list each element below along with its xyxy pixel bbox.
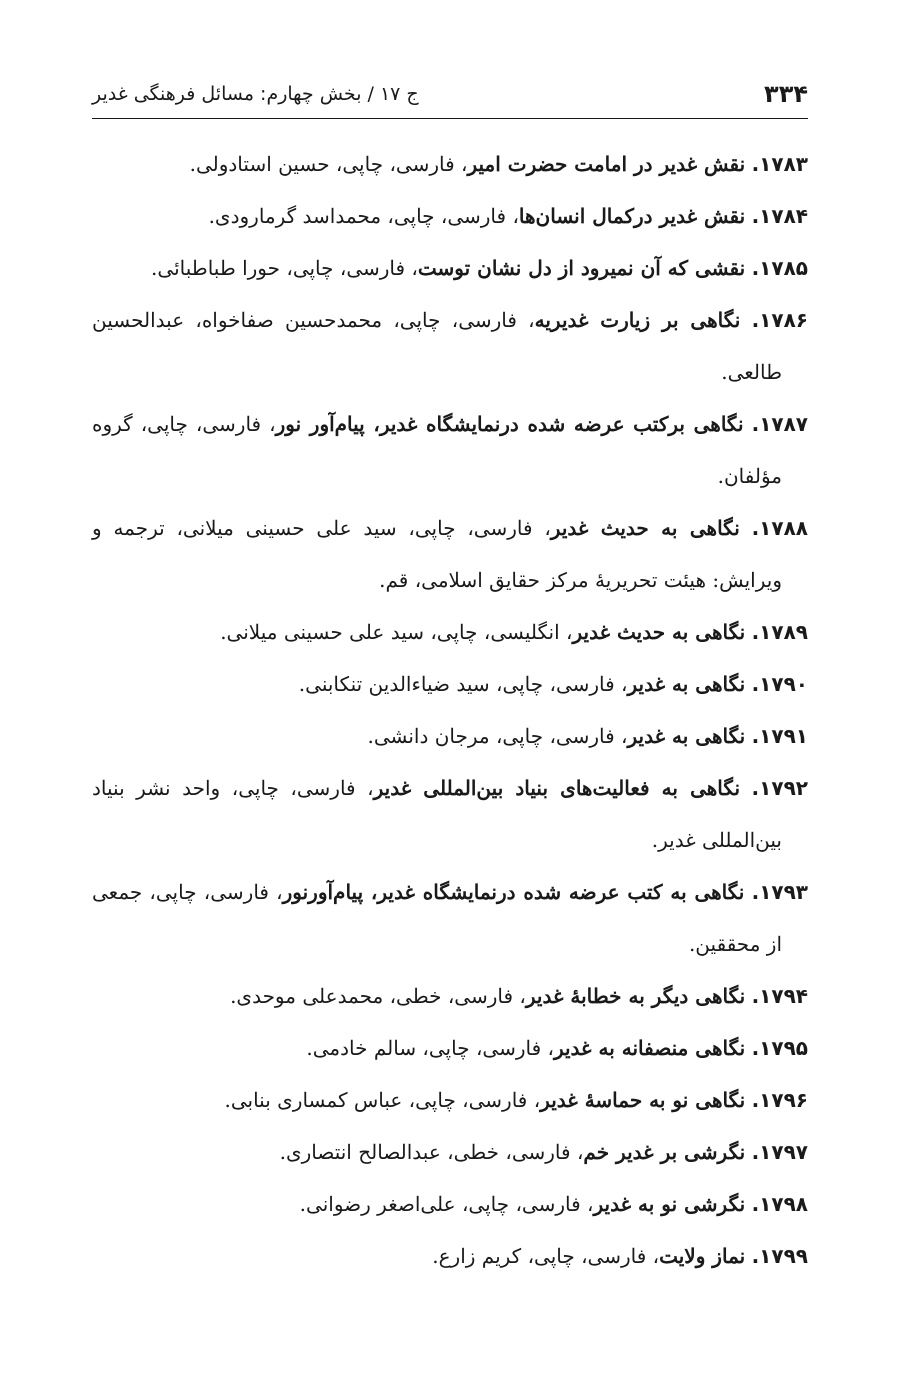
list-item <box>92 1074 808 1126</box>
entry-details: ، فارسی، چاپی، مرجان دانشی. <box>367 724 628 748</box>
entry-title: نقشی که آن نمیرود از دل نشان توست <box>417 256 746 280</box>
entry-details: ، فارسی، چاپی، سید علی حسینی میلانی، ترجمه و ویرایش: هیئت تحریریهٔ مرکز حقایق اسلامی، قم. <box>92 516 782 592</box>
list-item <box>92 1230 808 1282</box>
entry-details: ، فارسی، چاپی، محمدحسین صفاخواه، عبدالحسین طالعی. <box>92 308 782 384</box>
entry-title: نگاهی به حدیث غدیر <box>572 620 746 644</box>
entry-details: ، فارسی، چاپی، عباس کمساری بنابی. <box>224 1088 541 1112</box>
list-item <box>92 138 808 190</box>
entry-number: ۱۷۹۰. <box>751 672 808 696</box>
entry-title: نماز ولایت <box>659 1244 746 1268</box>
entry-details: ، فارسی، چاپی، محمداسد گرمارودی. <box>208 204 519 228</box>
list-item <box>92 762 808 866</box>
list-item <box>92 710 808 762</box>
entry-number: ۱۷۹۷. <box>751 1140 808 1164</box>
entry-details: ، فارسی، چاپی، واحد نشر بنیاد بین‌المللی غدیر. <box>92 776 782 852</box>
entry-details: ، انگلیسی، چاپی، سید علی حسینی میلانی. <box>220 620 573 644</box>
entry-details: ، فارسی، چاپی، سید ضیاءالدین تنکابنی. <box>298 672 628 696</box>
list-item <box>92 190 808 242</box>
entry-title: نگاهی نو به حماسهٔ غدیر <box>540 1088 746 1112</box>
entry-details: ، فارسی، خطی، عبدالصالح انتصاری. <box>279 1140 584 1164</box>
page-header <box>92 70 808 119</box>
running-head: ج ۱۷ / بخش چهارم: مسائل فرهنگی غدیر <box>92 83 419 105</box>
entry-number: ۱۷۸۵. <box>751 256 808 280</box>
entry-title: نگاهی به غدیر <box>627 724 746 748</box>
entry-details: ، فارسی، چاپی، علی‌اصغر رضوانی. <box>299 1192 594 1216</box>
entry-title: نگرشی نو به غدیر <box>593 1192 746 1216</box>
entry-title: نقش غدیر درکمال انسان‌ها <box>518 204 746 228</box>
entry-number: ۱۷۹۶. <box>751 1088 808 1112</box>
entry-number: ۱۷۹۱. <box>751 724 808 748</box>
entry-title: نگاهی به حدیث غدیر <box>550 516 740 540</box>
list-item <box>92 502 808 606</box>
entry-title: نگاهی به غدیر <box>627 672 746 696</box>
entry-title: نگاهی منصفانه به غدیر <box>553 1036 746 1060</box>
entry-number: ۱۷۹۲. <box>751 776 808 800</box>
entry-details: ، فارسی، چاپی، سالم خادمی. <box>306 1036 554 1060</box>
entry-title: نگاهی بر زیارت غدیریه <box>534 308 741 332</box>
entry-details: ، فارسی، چاپی، کریم زارع. <box>432 1244 660 1268</box>
entry-details: ، فارسی، چاپی، حسین استادولی. <box>189 152 468 176</box>
list-item <box>92 1178 808 1230</box>
entry-details: ، فارسی، چاپی، حورا طباطبائی. <box>151 256 418 280</box>
list-item <box>92 970 808 1022</box>
list-item <box>92 866 808 970</box>
entry-number: ۱۷۹۸. <box>751 1192 808 1216</box>
entry-number: ۱۷۸۳. <box>751 152 808 176</box>
entry-number: ۱۷۹۹. <box>751 1244 808 1268</box>
list-item <box>92 294 808 398</box>
list-item <box>92 1126 808 1178</box>
entry-details: ، فارسی، خطی، محمدعلی موحدی. <box>230 984 526 1008</box>
entry-number: ۱۷۸۹. <box>751 620 808 644</box>
list-item <box>92 1022 808 1074</box>
entry-number: ۱۷۹۳. <box>751 880 809 904</box>
entry-title: نگاهی به کتب عرضه شده درنمایشگاه غدیر، پیام‌آورنور <box>282 880 745 904</box>
entry-title: نگاهی برکتب عرضه شده درنمایشگاه غدیر، پیام‌آور نور <box>275 412 744 436</box>
entry-number: ۱۷۸۴. <box>751 204 808 228</box>
entry-number: ۱۷۹۴. <box>751 984 808 1008</box>
entry-title: نقش غدیر در امامت حضرت امیر <box>467 152 746 176</box>
entry-title: نگاهی به فعالیت‌های بنیاد بین‌المللی غدیر <box>373 776 741 800</box>
entry-number: ۱۷۸۸. <box>751 516 808 540</box>
entry-details: ، فارسی، چاپی، جمعی از محققین. <box>92 880 782 956</box>
entry-number: ۱۷۹۵. <box>751 1036 808 1060</box>
bibliography-list <box>92 138 808 1282</box>
page-number: ۳۳۴ <box>764 80 808 108</box>
entry-number: ۱۷۸۶. <box>751 308 808 332</box>
list-item <box>92 606 808 658</box>
entry-title: نگاهی دیگر به خطابهٔ غدیر <box>525 984 746 1008</box>
list-item <box>92 658 808 710</box>
entry-details: ، فارسی، چاپی، گروه مؤلفان. <box>92 412 782 488</box>
list-item <box>92 398 808 502</box>
list-item <box>92 242 808 294</box>
entry-title: نگرشی بر غدیر خم <box>583 1140 746 1164</box>
entry-number: ۱۷۸۷. <box>751 412 809 436</box>
